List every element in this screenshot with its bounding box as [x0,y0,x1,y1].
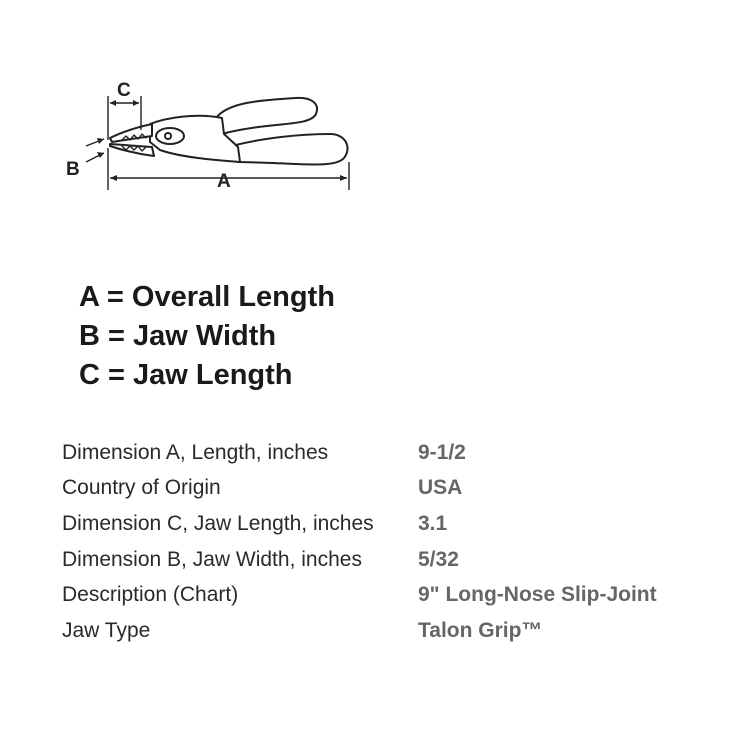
table-row [62,506,657,542]
pliers-diagram [0,0,400,220]
table-row [62,435,657,471]
table-row [62,471,657,507]
dimension-c-label: C [117,80,131,101]
spec-value: Talon Grip™ [418,618,543,642]
legend-line-a: A = Overall Length [79,281,335,313]
specifications-table [62,435,657,649]
legend-line-c: C = Jaw Length [79,359,293,391]
spec-label: Description (Chart) [62,583,239,607]
dimension-a-label: A [217,171,231,192]
pliers-icon [110,98,348,165]
spec-value: USA [418,476,463,500]
table-row [62,542,657,578]
legend-line-b: B = Jaw Width [79,320,277,352]
table-row [62,613,657,649]
spec-value: 5/32 [418,547,459,571]
spec-label: Country of Origin [62,476,221,500]
spec-label: Dimension C, Jaw Length, inches [62,511,374,535]
dimension-b-label: B [66,159,80,180]
spec-value: 3.1 [418,511,448,535]
table-row [62,577,657,613]
spec-value: 9" Long-Nose Slip-Joint [418,583,657,607]
dimension-legend [79,278,335,395]
spec-value: 9-1/2 [418,440,466,464]
spec-label: Dimension B, Jaw Width, inches [62,547,362,571]
spec-label: Dimension A, Length, inches [62,440,329,464]
spec-label: Jaw Type [62,618,151,642]
